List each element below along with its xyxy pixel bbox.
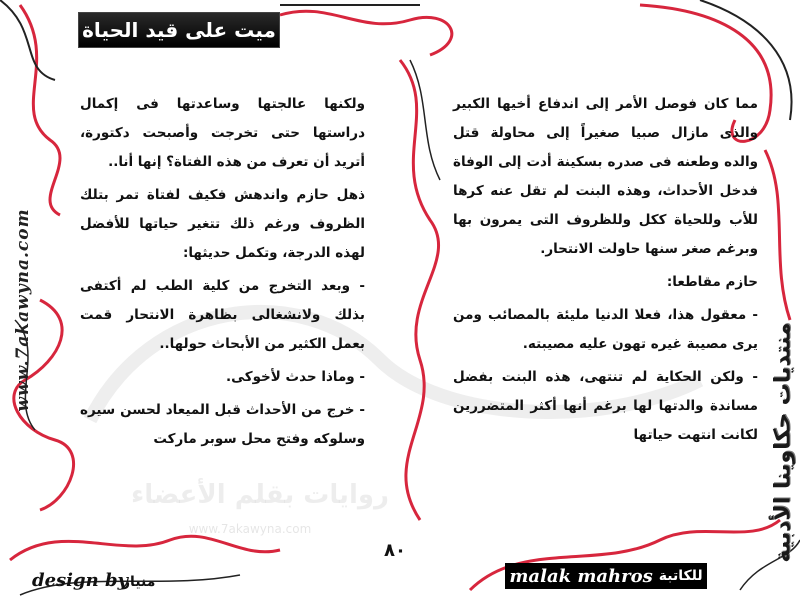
paragraph: - معقول هذا، فعلا الدنيا مليئة بالمصائب ومن يرى مصيبة غيره تهون عليه مصيبته. (453, 307, 758, 352)
paragraph: - خرج من الأحداث قبل الميعاد لحسن سيره وسلوكه وفتح محل سوبر ماركت (80, 402, 365, 447)
designer-name: منيار (122, 574, 156, 590)
paragraph: - ولكن الحكاية لم تنتهى، هذه البنت بفضل مساندة والدتها لها برغم أنها أكثر المتضررين لكانت انتهت حياتها (453, 369, 758, 443)
design-by-label: design by (32, 570, 128, 591)
site-url: www.7akawyna.com (13, 208, 33, 412)
author-banner (505, 563, 707, 589)
watermark-url: www.7akawyna.com (188, 522, 312, 536)
paragraph: ذهل حازم واندهش فكيف لفتاة تمر بتلك الظروف ورغم ذلك تتغير حياتها للأفضل لهذه الدرجة، وتكمل حديثها: (80, 187, 365, 261)
right-text-column (453, 90, 758, 454)
paragraph: - وماذا حدث لأخوكى. (225, 369, 365, 385)
watermark-text: روايات بقلم الأعضاء (131, 480, 389, 510)
red-swirl-center (400, 60, 439, 520)
red-swirl-top (280, 11, 452, 55)
author-name: malak mahros (509, 565, 653, 587)
paragraph: مما كان فوصل الأمر إلى اندفاع أخيها الكبير والذى مازال صبيا صغيراً إلى محاولة قتل والده وطعنه فى صدره بسكينة أدت إلى الوفاة فدخل الأحداث، وهذه البنت لم تقل عنه كرها للأب وللحياة ككل وللظروف التى يمرون بها وبرغم صغر سنها حاولت الانتحار. (453, 96, 758, 257)
red-swirl-top-left (20, 5, 60, 215)
forum-name: منتديات حكاوينا الأدبية (770, 322, 796, 563)
author-label: للكاتبة (658, 568, 703, 584)
story-title: ميت على قيد الحياة (78, 12, 280, 48)
page-number: ٨٠ (384, 540, 406, 561)
paragraph: ولكنها عالجتها وساعدتها فى إكمال دراستها حتى تخرجت وأصبحت دكتورة، أتريد أن تعرف من هذه الفتاة؟ إنها أنا.. (80, 96, 365, 170)
paragraph: حازم مقاطعا: (666, 274, 758, 290)
red-swirl-bottom-left (10, 536, 280, 560)
paragraph: - وبعد التخرج من كلية الطب لم أكتفى بذلك ولانشغالى بظاهرة الانتحار قمت بعمل الكثير من الأبحاث حولها.. (80, 278, 365, 352)
left-text-column (80, 90, 365, 458)
